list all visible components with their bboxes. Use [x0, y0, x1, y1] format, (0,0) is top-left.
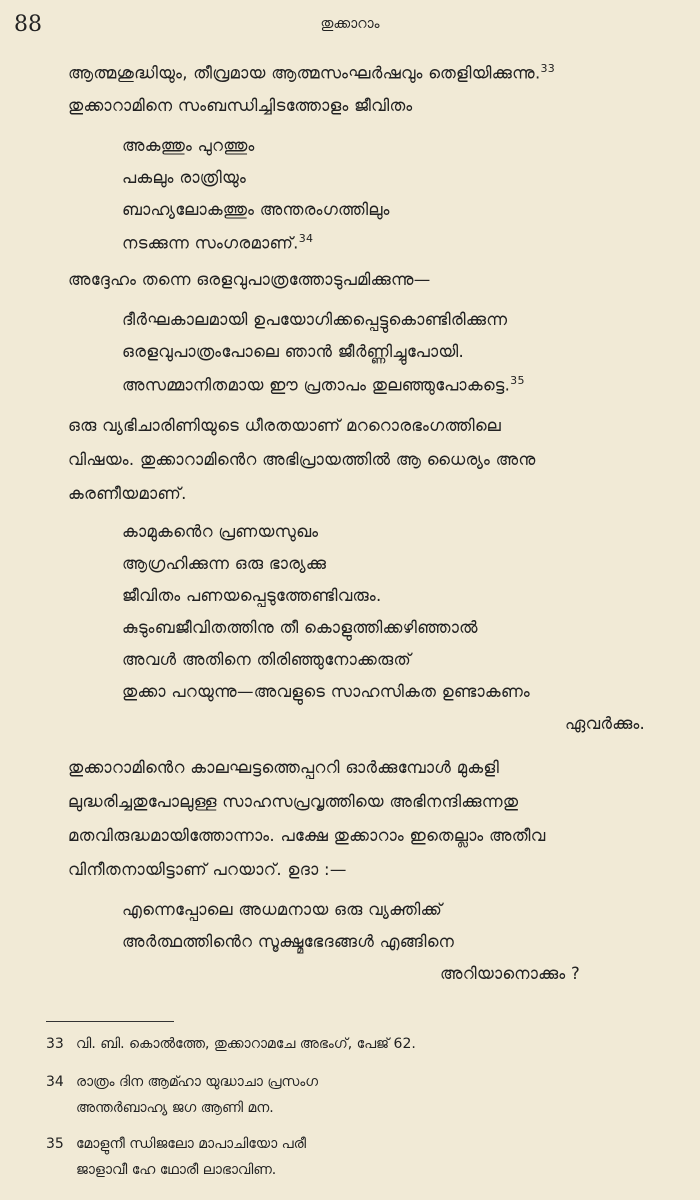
- body-line: വിഷയം. തുക്കാറാമിൻെറ അഭിപ്രായത്തിൽ ആ ധൈര്യം അനു: [68, 450, 536, 469]
- footnote-text: വി. ബി. കൊൽത്തേ, തുക്കാറാമചേ അഭംഗ്, പേജ് 62.: [76, 1036, 416, 1052]
- footnote-ref: 33: [540, 62, 556, 75]
- quote-line: അവൾ അതിനെ തിരിഞ്ഞുനോക്കരുത്: [122, 650, 412, 669]
- body-line: ആത്മശുദ്ധിയും, തീവ്രമായ ആത്മസംഘർഷവും തെളിയിക്കുന്നു.$^{33}$: [68, 62, 556, 83]
- page-header: [0, 12, 700, 42]
- footnote-number: 35: [46, 1136, 64, 1152]
- body-line: ഒരു വ്യഭിചാരിണിയുടെ ധീരതയാണ് മററൊരഭംഗത്തിലെ: [68, 416, 502, 435]
- footnote-number: 33: [46, 1036, 64, 1052]
- quote-line: എന്നെപ്പോലെ അധമനായ ഒരു വ്യക്തിക്ക്: [122, 900, 443, 919]
- body-line: ലുദ്ധരിച്ചതുപോലുള്ള സാഹസപ്രവൃത്തിയെ അഭിനന്ദിക്കുന്നതു: [68, 792, 519, 811]
- footnote-text: രാത്രം ദിന ആമ്ഹാ യുദ്ധാചാ പ്രസംഗ: [76, 1074, 318, 1090]
- running-title: തുക്കാറാം: [320, 16, 380, 32]
- footnote-text: മോളുനീ ന്ധിജലോ മാപാചിയോ പരീ: [76, 1136, 307, 1152]
- quote-line: ജീവിതം പണയപ്പെടുത്തേണ്ടിവരും.: [122, 586, 382, 605]
- quote-line: പകലും രാത്രിയും: [122, 168, 247, 187]
- quote-line: അർത്ഥത്തിൻെറ സൂക്ഷ്മഭേദങ്ങൾ എങ്ങിനെ: [122, 932, 455, 951]
- quote-line: അകത്തും പുറത്തും: [122, 136, 255, 155]
- footnote-number: 34: [46, 1074, 64, 1090]
- body-line: വിനീതനായിട്ടാണ് പറയാറ്. ഉദാ :—: [68, 860, 347, 879]
- quote-line: കാമുകൻെറ പ്രണയസുഖം: [122, 522, 319, 541]
- body-line: തുക്കാറാമിൻെറ കാലഘട്ടത്തെപ്പററി ഓർക്കുമ്പോൾ മുകളി: [68, 758, 500, 777]
- body-line: കരണീയമാണ്.: [68, 484, 187, 503]
- footnote-divider: [46, 1021, 174, 1022]
- footnote-34-line2: അന്തർബാഹ്യ ജഗ ആണി മന.: [76, 1100, 274, 1116]
- footnote-34: [46, 1074, 318, 1090]
- body-line: അദ്ദേഹം തന്നെ ഒരളവുപാത്രത്തോടുപമിക്കുന്നു—: [68, 270, 431, 289]
- quote-line: നടക്കുന്ന സംഗരമാണ്.$^{34}$: [122, 232, 314, 253]
- quote-line: ആഗ്രഹിക്കുന്ന ഒരു ഭാര്യക്കു: [122, 554, 327, 573]
- body-line: തുക്കാറാമിനെ സംബന്ധിച്ചിടത്തോളം ജീവിതം: [68, 96, 413, 115]
- quote-line: അസമ്മാനിതമായ ഈ പ്രതാപം തുലഞ്ഞുപോകട്ടെ.$^{35}$: [122, 374, 525, 395]
- footnote-ref: 34: [298, 232, 314, 245]
- quote-line: കുടുംബജീവിതത്തിനു തീ കൊളുത്തിക്കഴിഞ്ഞാൽ: [122, 618, 478, 637]
- page-number: 88: [14, 12, 42, 37]
- quote-line: തുക്കാ പറയുന്നു—അവളുടെ സാഹസികത ഉണ്ടാകണം: [122, 682, 531, 701]
- body-line: മതവിരുദ്ധമായിത്തോന്നാം. പക്ഷേ തുക്കാറാം ഇതെല്ലാം അതീവ: [68, 826, 546, 845]
- quote-line: ഒരളവുപാത്രംപോലെ ഞാൻ ജീർണ്ണിച്ചുപോയി.: [122, 342, 465, 361]
- quote-line: ബാഹ്യലോകത്തും അന്തരംഗത്തിലും: [122, 200, 390, 219]
- quote-line: ഏവർക്കും.: [565, 714, 646, 733]
- footnote-35: [46, 1136, 306, 1152]
- quote-line: ദീർഘകാലമായി ഉപയോഗിക്കപ്പെട്ടുകൊണ്ടിരിക്കുന്ന: [122, 310, 508, 329]
- footnote-33: [46, 1036, 416, 1052]
- footnote-35-line2: ജാളാവീ ഹേ ഥോരീ ലാഭാവിണ.: [76, 1162, 277, 1178]
- footnote-ref: 35: [510, 374, 525, 387]
- quote-line: അറിയാനൊക്കും ?: [440, 964, 581, 983]
